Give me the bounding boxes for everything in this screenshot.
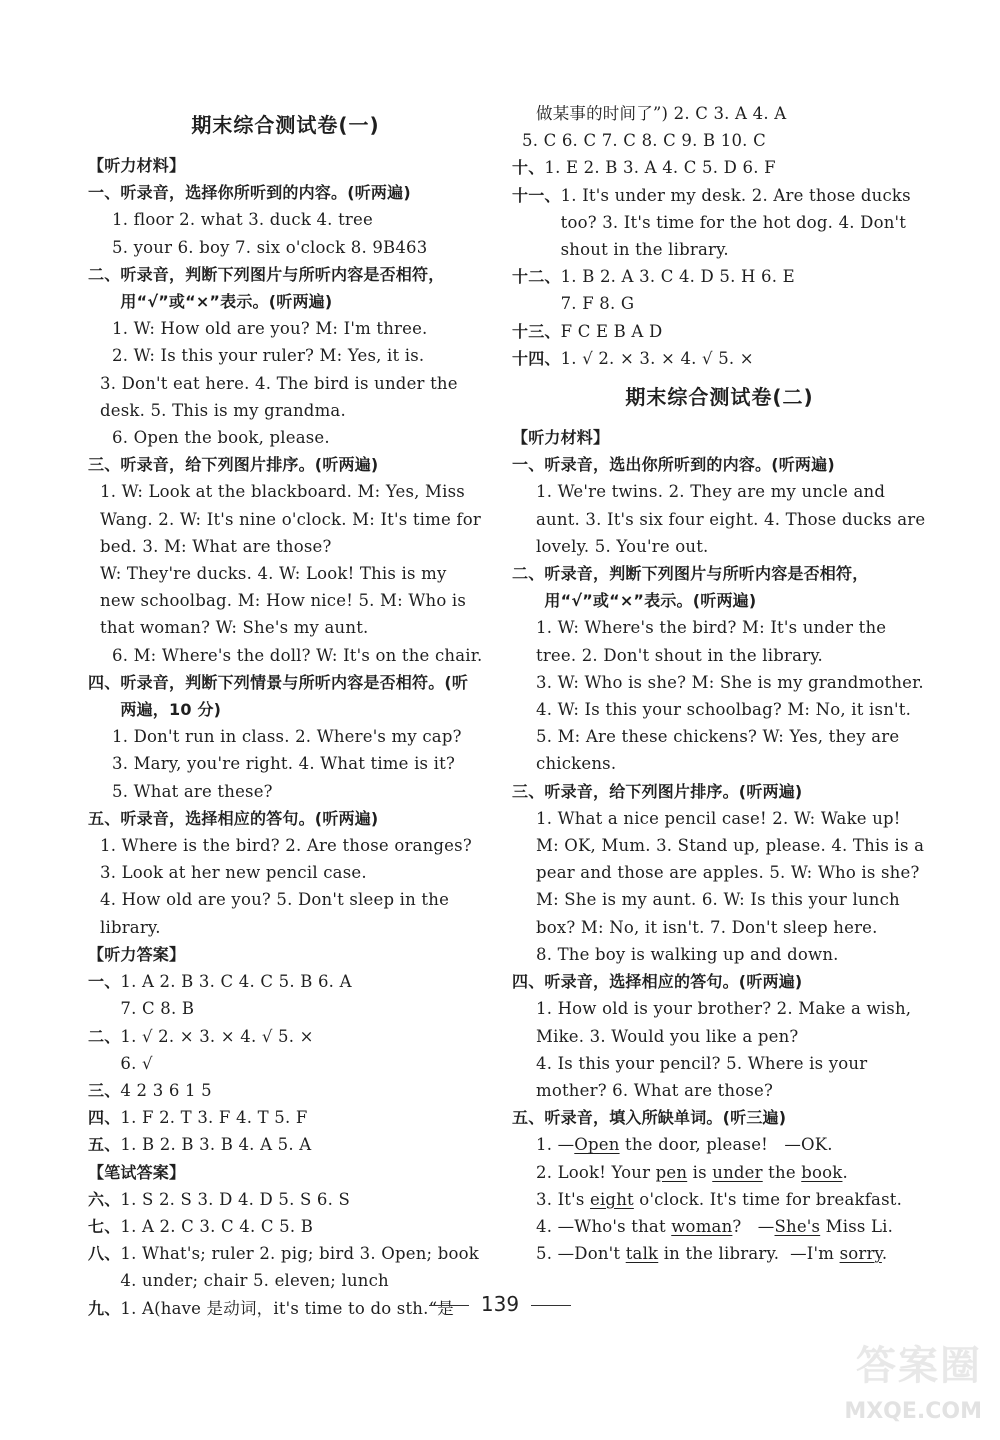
item-heading: 听录音，选择你所听到的内容。(听两遍) — [120, 183, 411, 203]
item-heading: 听录音，给下列图片排序。(听两遍) — [120, 455, 379, 475]
item-heading: 听录音，选出你所听到的内容。(听两遍) — [544, 455, 835, 475]
answer-line: 7. F 8. G — [560, 294, 635, 314]
material-item — [512, 451, 927, 560]
item-number: 一、 — [88, 972, 121, 992]
item-heading: 听录音，给下列图片排序。(听两遍) — [544, 781, 803, 801]
item-line: W: They're ducks. 4. W: Look! This is my new schoolbag. M: How nice! 5. M: Who is that woman? W: She's my aunt. — [100, 564, 467, 638]
item-number: 五、 — [88, 808, 121, 828]
item-line: 8. The boy is walking up and down. — [536, 944, 839, 964]
fill-answer: She's — [774, 1216, 821, 1236]
item-line: 5. your 6. boy 7. six o'clock 8. 9B463 — [112, 237, 428, 257]
answer-item — [512, 345, 927, 372]
fill-text: is — [687, 1162, 713, 1182]
item-line: 1. Where is the bird? 2. Are those oranges? 3. Look at her new pencil case. — [100, 836, 472, 883]
fill-line — [512, 1131, 927, 1158]
answer-line: 1. A(have 是动词，it's time to do sth.“是 — [120, 1298, 454, 1318]
answer-item — [512, 263, 927, 317]
answer-item — [88, 1077, 483, 1104]
fill-answer: eight — [589, 1189, 634, 1209]
material-item — [88, 261, 483, 451]
fill-answer: under — [712, 1162, 763, 1182]
item-line: 4. Is this your pencil? 5. Where is your mother? 6. What are those? — [536, 1053, 868, 1100]
answer-line: 7. C 8. B — [120, 999, 195, 1019]
item-line: 1. floor 2. what 3. duck 4. tree — [112, 210, 373, 230]
fill-text: the — [762, 1162, 802, 1182]
fill-text: Miss Li. — [820, 1216, 894, 1236]
fill-text: 4. —Who's that — [536, 1216, 672, 1236]
answer-item — [512, 318, 927, 345]
item-number: 五、 — [88, 1135, 121, 1155]
item-number: 二、 — [88, 264, 121, 284]
item-line: 6. Open the book, please. — [112, 428, 330, 448]
fill-answer: Open — [574, 1135, 620, 1155]
fill-answer: talk — [625, 1244, 659, 1264]
left-listening-answers — [88, 968, 483, 1158]
fill-text: . — [881, 1244, 888, 1264]
item-number: 四、 — [512, 972, 545, 992]
fill-text: 1. — — [536, 1135, 575, 1155]
item-line: 1. W: Look at the blackboard. M: Yes, Miss Wang. 2. W: It's nine o'clock. M: It's time for bed. 3. M: What are those? — [100, 482, 481, 556]
answer-item — [512, 182, 927, 264]
item-line: 3. Don't eat here. 4. The bird is under the desk. 5. This is my grandma. — [100, 373, 458, 420]
item-number: 二、 — [88, 1026, 121, 1046]
answer-line: 1. F 2. T 3. F 4. T 5. F — [120, 1108, 308, 1128]
page-number-text: 139 — [480, 1292, 520, 1316]
dash-right — [531, 1305, 571, 1306]
item-number: 十、 — [512, 158, 545, 178]
item-heading: 听录音，填入所缺单词。(听三遍) — [544, 1108, 787, 1128]
left-material — [88, 179, 483, 941]
fill-answer: book — [801, 1162, 843, 1182]
item-line: 3. W: Who is she? M: She is my grandmother. 4. W: Is this your schoolbag? M: No, it isn't. 5. M: Are these chickens? W: Yes, they are chickens. — [536, 672, 924, 774]
fill-line — [512, 1213, 927, 1240]
item-line: 5. What are these? — [112, 781, 273, 801]
continued-line: 5. C 6. C 7. C 8. C 9. B 10. C — [522, 131, 766, 151]
left-listening-answer-tag: 【听力答案】 — [88, 944, 186, 964]
item-number: 五、 — [512, 1108, 545, 1128]
fill-text: ? — — [732, 1216, 775, 1236]
fill-line — [512, 1186, 927, 1213]
left-listening-material-tag: 【听力材料】 — [88, 156, 186, 175]
answer-line: 6. √ — [120, 1053, 153, 1073]
fill-text: o'clock. It's time for breakfast. — [633, 1189, 903, 1209]
item-line: 1. How old is your brother? 2. Make a wish, Mike. 3. Would you like a pen? — [536, 999, 912, 1046]
item-number: 一、 — [88, 183, 121, 203]
item-line: 2. W: Is this your ruler? M: Yes, it is. — [112, 346, 425, 366]
answer-item — [88, 1186, 483, 1213]
fill-text: in the library. —I'm — [658, 1244, 840, 1264]
answer-item — [88, 1213, 483, 1240]
left-column — [88, 100, 483, 1322]
item-line: 1. Don't run in class. 2. Where's my cap? — [112, 727, 462, 747]
item-number: 二、 — [512, 564, 545, 584]
page-number — [0, 1292, 1000, 1316]
item-number: 四、 — [88, 1108, 121, 1128]
item-number: 一、 — [512, 455, 545, 475]
continued-line: 做某事的时间了”) 2. C 3. A 4. A — [536, 104, 787, 123]
item-heading: 听录音，判断下列图片与所听内容是否相符，用“√”或“×”表示。(听两遍) — [120, 264, 445, 312]
item-number: 四、 — [88, 672, 121, 692]
fill-text: the door, please! —OK. — [619, 1135, 833, 1155]
right-answers-cont — [512, 154, 927, 372]
watermark-logo — [812, 1334, 982, 1424]
item-number: 三、 — [512, 781, 545, 801]
watermark-top: 答案圈 — [856, 1343, 982, 1389]
item-number: 十二、 — [512, 267, 561, 287]
item-number: 九、 — [88, 1298, 121, 1318]
answer-line: 1. E 2. B 3. A 4. C 5. D 6. F — [544, 158, 776, 178]
item-number: 六、 — [88, 1189, 121, 1209]
material-item — [512, 1104, 927, 1267]
item-number: 十三、 — [512, 321, 561, 341]
item-heading: 听录音，判断下列图片与所听内容是否相符，用“√”或“×”表示。(听两遍) — [544, 564, 869, 611]
fill-text: 3. It's — [536, 1189, 590, 1209]
fill-answer: sorry — [839, 1244, 882, 1264]
material-item — [512, 560, 927, 778]
item-line: 4. How old are you? 5. Don't sleep in the library. — [100, 890, 450, 937]
item-line: 1. W: Where's the bird? M: It's under the tree. 2. Don't shout in the library. — [536, 618, 887, 665]
material-item — [88, 805, 483, 941]
right-column — [512, 100, 927, 1267]
fill-answer: woman — [671, 1216, 733, 1236]
answer-line: 1. S 2. S 3. D 4. D 5. S 6. S — [120, 1189, 351, 1209]
answer-item — [88, 1240, 483, 1294]
item-heading: 听录音，选择相应的答句。(听两遍) — [120, 808, 379, 828]
fill-text: 5. —Don't — [536, 1244, 626, 1264]
material-item — [512, 778, 927, 968]
item-line: 1. We're twins. 2. They are my uncle and aunt. 3. It's six four eight. 4. Those ducks are lovely. 5. You're out. — [536, 482, 926, 556]
answer-item — [88, 1131, 483, 1158]
item-heading: 听录音，选择相应的答句。(听两遍) — [544, 972, 803, 992]
answer-line: 1. A 2. B 3. C 4. C 5. B 6. A — [120, 972, 352, 992]
material-item — [88, 451, 483, 669]
item-number: 三、 — [88, 1080, 121, 1100]
right-material — [512, 451, 927, 1267]
left-title: 期末综合测试卷(一) — [191, 113, 380, 137]
fill-text: . — [842, 1162, 848, 1182]
answer-line: 1. B 2. B 3. B 4. A 5. A — [120, 1135, 312, 1155]
item-number: 七、 — [88, 1216, 121, 1236]
answer-line: 1. A 2. C 3. C 4. C 5. B — [120, 1216, 314, 1236]
material-item — [88, 669, 483, 805]
watermark-bottom: MXQE.COM — [844, 1399, 982, 1424]
right-title: 期末综合测试卷(二) — [625, 385, 814, 410]
item-number: 八、 — [88, 1244, 121, 1264]
right-listening-material-tag: 【听力材料】 — [512, 428, 610, 448]
answer-line: 1. √ 2. × 3. × 4. √ 5. × — [120, 1026, 314, 1046]
item-number: 三、 — [88, 455, 121, 475]
answer-line: 4 2 3 6 1 5 — [120, 1080, 212, 1100]
fill-text: 2. Look! Your — [536, 1162, 656, 1182]
answer-line: 1. √ 2. × 3. × 4. √ 5. × — [560, 348, 754, 368]
fill-line — [512, 1159, 927, 1186]
answer-line: 1. It's under my desk. 2. Are those ducks too? 3. It's time for the hot dog. 4. Don't shout in the library. — [560, 185, 911, 260]
answer-item — [88, 1104, 483, 1131]
answer-line: 1. What's; ruler 2. pig; bird 3. Open; book 4. under; chair 5. eleven; lunch — [120, 1244, 479, 1291]
fill-line — [512, 1240, 927, 1267]
answer-item — [88, 1023, 483, 1077]
answer-line: 1. B 2. A 3. C 4. D 5. H 6. E — [560, 267, 795, 287]
dash-left — [429, 1305, 469, 1306]
left-written-answer-tag: 【笔试答案】 — [88, 1162, 186, 1182]
item-line: 3. Mary, you're right. 4. What time is it? — [112, 754, 456, 774]
material-item — [88, 179, 483, 261]
item-line: 1. W: How old are you? M: I'm three. — [112, 319, 428, 339]
fill-answer: pen — [655, 1162, 688, 1182]
item-number: 十一、 — [512, 185, 561, 205]
item-line: 6. M: Where's the doll? W: It's on the chair. — [112, 645, 483, 665]
item-number: 十四、 — [512, 348, 561, 368]
item-line: 1. What a nice pencil case! 2. W: Wake up! M: OK, Mum. 3. Stand up, please. 4. This is a pear and those are apples. 5. W: Who is she? M: She is my aunt. 6. W: Is this your lunch box? M: No, it isn't. 7. Don't sleep here. — [536, 808, 925, 937]
material-item — [512, 968, 927, 1104]
answer-item — [512, 154, 927, 181]
answer-line: F C E B A D — [560, 321, 663, 341]
item-heading: 听录音，判断下列情景与所听内容是否相符。(听两遍，10 分) — [120, 672, 469, 720]
answer-item — [88, 968, 483, 1022]
